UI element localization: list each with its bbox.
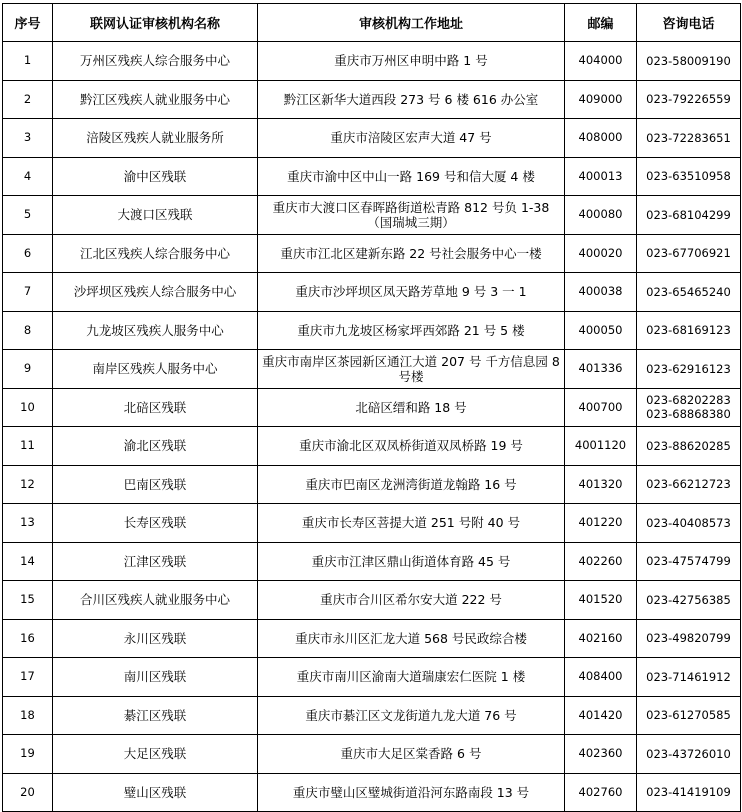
institution-name: 巴南区残联 <box>53 465 258 504</box>
table-row <box>3 504 741 543</box>
institution-address: 重庆市巴南区龙洲湾街道龙翰路 16 号 <box>258 465 565 504</box>
phone-cell <box>637 581 741 620</box>
header-address: 审核机构工作地址 <box>258 4 565 42</box>
row-index: 1 <box>3 42 53 81</box>
row-index: 7 <box>3 273 53 312</box>
institution-name: 綦江区残联 <box>53 696 258 735</box>
postal-code: 402160 <box>565 619 637 658</box>
header-phone: 咨询电话 <box>637 4 741 42</box>
institution-address: 重庆市合川区希尔安大道 222 号 <box>258 581 565 620</box>
table-body <box>3 42 741 812</box>
row-index: 15 <box>3 581 53 620</box>
table-row <box>3 196 741 235</box>
phone-cell <box>637 157 741 196</box>
institution-address: 重庆市大足区棠香路 6 号 <box>258 735 565 774</box>
institution-address: 重庆市南岸区茶园新区通江大道 207 号 千方信息园 8 号楼 <box>258 350 565 389</box>
institution-name: 合川区残疾人就业服务中心 <box>53 581 258 620</box>
institution-name: 涪陵区残疾人就业服务所 <box>53 119 258 158</box>
phone-number: 023-72283651 <box>646 130 731 145</box>
row-index: 12 <box>3 465 53 504</box>
row-index: 18 <box>3 696 53 735</box>
institution-name: 南岸区残疾人服务中心 <box>53 350 258 389</box>
row-index: 11 <box>3 427 53 466</box>
institution-name: 黔江区残疾人就业服务中心 <box>53 80 258 119</box>
institution-name: 渝北区残联 <box>53 427 258 466</box>
institution-table <box>2 3 741 812</box>
institution-name: 江津区残联 <box>53 542 258 581</box>
phone-cell <box>637 542 741 581</box>
table-row <box>3 350 741 389</box>
table-row <box>3 157 741 196</box>
postal-code: 400020 <box>565 234 637 273</box>
postal-code: 401336 <box>565 350 637 389</box>
phone-number: 023-68104299 <box>646 207 731 222</box>
table-row <box>3 696 741 735</box>
institution-address: 重庆市大渡口区春晖路街道松青路 812 号负 1-38 （国瑞城三期） <box>258 196 565 235</box>
postal-code: 408400 <box>565 658 637 697</box>
table-row <box>3 619 741 658</box>
postal-code: 400038 <box>565 273 637 312</box>
institution-name: 南川区残联 <box>53 658 258 697</box>
row-index: 8 <box>3 311 53 350</box>
postal-code: 4001120 <box>565 427 637 466</box>
phone-number: 023-47574799 <box>646 554 731 569</box>
institution-name: 江北区残疾人综合服务中心 <box>53 234 258 273</box>
phone-cell <box>637 735 741 774</box>
institution-name: 九龙坡区残疾人服务中心 <box>53 311 258 350</box>
institution-address: 重庆市涪陵区宏声大道 47 号 <box>258 119 565 158</box>
table-row <box>3 388 741 427</box>
table-row <box>3 773 741 812</box>
postal-code: 401220 <box>565 504 637 543</box>
phone-number: 023-66212723 <box>646 477 731 492</box>
postal-code: 408000 <box>565 119 637 158</box>
phone-cell <box>637 388 741 427</box>
phone-number: 023-61270585 <box>646 708 731 723</box>
postal-code: 409000 <box>565 80 637 119</box>
institution-name: 璧山区残联 <box>53 773 258 812</box>
phone-cell <box>637 311 741 350</box>
institution-address: 重庆市沙坪坝区凤天路芳草地 9 号 3 一 1 <box>258 273 565 312</box>
institution-name: 大足区残联 <box>53 735 258 774</box>
institution-address: 重庆市綦江区文龙街道九龙大道 76 号 <box>258 696 565 735</box>
table-row <box>3 311 741 350</box>
phone-cell <box>637 80 741 119</box>
table-row <box>3 465 741 504</box>
institution-name: 长寿区残联 <box>53 504 258 543</box>
postal-code: 404000 <box>565 42 637 81</box>
phone-cell <box>637 119 741 158</box>
row-index: 10 <box>3 388 53 427</box>
phone-number: 023-58009190 <box>646 53 731 68</box>
phone-number: 023-79226559 <box>646 92 731 107</box>
institution-address: 重庆市万州区申明中路 1 号 <box>258 42 565 81</box>
institution-address: 重庆市渝中区中山一路 169 号和信大厦 4 楼 <box>258 157 565 196</box>
header-row <box>3 4 741 42</box>
row-index: 9 <box>3 350 53 389</box>
institution-address: 重庆市渝北区双凤桥街道双凤桥路 19 号 <box>258 427 565 466</box>
row-index: 20 <box>3 773 53 812</box>
phone-number: 023-71461912 <box>646 669 731 684</box>
phone-cell <box>637 696 741 735</box>
postal-code: 400050 <box>565 311 637 350</box>
row-index: 4 <box>3 157 53 196</box>
table-row <box>3 80 741 119</box>
institution-name: 渝中区残联 <box>53 157 258 196</box>
postal-code: 402260 <box>565 542 637 581</box>
table-row <box>3 658 741 697</box>
phone-cell <box>637 658 741 697</box>
phone-cell <box>637 465 741 504</box>
phone-number: 023-63510958 <box>646 169 731 184</box>
table-row <box>3 42 741 81</box>
phone-cell <box>637 196 741 235</box>
row-index: 6 <box>3 234 53 273</box>
phone-cell <box>637 42 741 81</box>
institution-address: 重庆市南川区渝南大道瑞康宏仁医院 1 楼 <box>258 658 565 697</box>
header-name: 联网认证审核机构名称 <box>53 4 258 42</box>
phone-number: 023-67706921 <box>646 246 731 261</box>
table-row <box>3 427 741 466</box>
institution-address: 北碚区缙和路 18 号 <box>258 388 565 427</box>
phone-number: 023-41419109 <box>646 785 731 800</box>
institution-address: 重庆市江津区鼎山街道体育路 45 号 <box>258 542 565 581</box>
postal-code: 400013 <box>565 157 637 196</box>
phone-number: 023-62916123 <box>646 361 731 376</box>
postal-code: 402360 <box>565 735 637 774</box>
postal-code: 401320 <box>565 465 637 504</box>
phone-number: 023-68202283 <box>646 393 731 408</box>
postal-code: 401520 <box>565 581 637 620</box>
phone-number: 023-49820799 <box>646 631 731 646</box>
row-index: 13 <box>3 504 53 543</box>
table-row <box>3 735 741 774</box>
table-row <box>3 119 741 158</box>
phone-number: 023-43726010 <box>646 746 731 761</box>
postal-code: 401420 <box>565 696 637 735</box>
table-row <box>3 581 741 620</box>
institution-address: 重庆市璧山区璧城街道沿河东路南段 13 号 <box>258 773 565 812</box>
phone-number: 023-88620285 <box>646 438 731 453</box>
row-index: 2 <box>3 80 53 119</box>
institution-name: 北碚区残联 <box>53 388 258 427</box>
phone-cell <box>637 427 741 466</box>
phone-cell <box>637 619 741 658</box>
institution-name: 永川区残联 <box>53 619 258 658</box>
institution-address: 黔江区新华大道西段 273 号 6 楼 616 办公室 <box>258 80 565 119</box>
postal-code: 400700 <box>565 388 637 427</box>
institution-name: 万州区残疾人综合服务中心 <box>53 42 258 81</box>
row-index: 14 <box>3 542 53 581</box>
phone-cell <box>637 273 741 312</box>
institution-address: 重庆市江北区建新东路 22 号社会服务中心一楼 <box>258 234 565 273</box>
phone-cell <box>637 234 741 273</box>
table-row <box>3 273 741 312</box>
institution-address: 重庆市永川区汇龙大道 568 号民政综合楼 <box>258 619 565 658</box>
header-zip: 邮编 <box>565 4 637 42</box>
institution-address: 重庆市长寿区菩提大道 251 号附 40 号 <box>258 504 565 543</box>
phone-cell <box>637 504 741 543</box>
row-index: 5 <box>3 196 53 235</box>
row-index: 17 <box>3 658 53 697</box>
header-index: 序号 <box>3 4 53 42</box>
institution-address: 重庆市九龙坡区杨家坪西郊路 21 号 5 楼 <box>258 311 565 350</box>
row-index: 3 <box>3 119 53 158</box>
phone-number: 023-68868380 <box>646 407 731 422</box>
institution-name: 大渡口区残联 <box>53 196 258 235</box>
row-index: 16 <box>3 619 53 658</box>
row-index: 19 <box>3 735 53 774</box>
postal-code: 402760 <box>565 773 637 812</box>
institution-name: 沙坪坝区残疾人综合服务中心 <box>53 273 258 312</box>
phone-number: 023-40408573 <box>646 515 731 530</box>
phone-number: 023-42756385 <box>646 592 731 607</box>
phone-cell <box>637 773 741 812</box>
phone-cell <box>637 350 741 389</box>
table-row <box>3 542 741 581</box>
postal-code: 400080 <box>565 196 637 235</box>
phone-number: 023-68169123 <box>646 323 731 338</box>
table-row <box>3 234 741 273</box>
phone-number: 023-65465240 <box>646 284 731 299</box>
